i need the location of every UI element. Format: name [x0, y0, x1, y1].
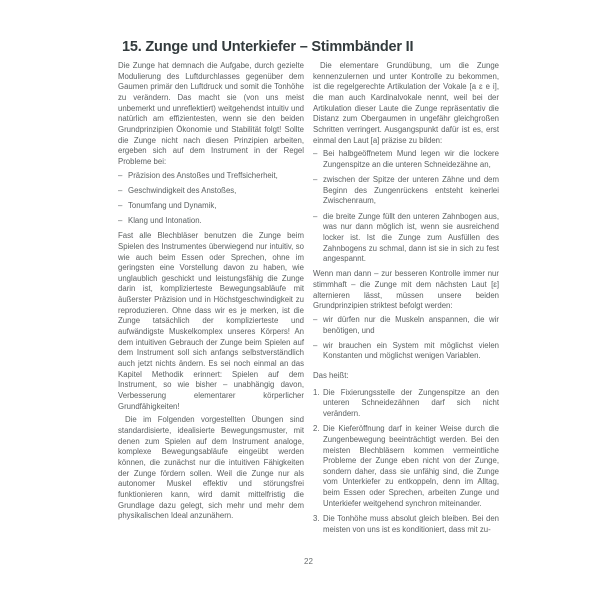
page-number: 22	[304, 557, 313, 566]
numbered-item	[313, 424, 499, 509]
paragraph: Fast alle Blechbläser benutzen die Zunge beim Spielen des Instrumentes überwiegend nur intuitiv, so wie auch beim Essen oder Sprechen, ohne im geringsten eine Vorstellung davon zu haben, wie unglaublich geschickt und leistungsfähig die Zunge darin ist, komplizierteste Bewegungsabläufe mit äußerster Präzision und in Höchstgeschwindigkeit zu reproduzieren. Ohne dass wir es je merken, ist die Zunge tatsächlich der komplizierteste und aufwändigste Muskelkomplex unseres Körpers! An dem intuitiven Gebrauch der Zunge beim Spielen auf dem Instrument soll sich anfangs selbstverständlich auch jetzt nichts ändern. Es sei noch einmal an das Kapitel Methodik erinnert: Spielen auf dem Instrument, so wie bisher – unabhängig davon, Verbesserung elementarer körperlicher Grundfähigkeiten!	[118, 231, 304, 411]
paragraph: Die Zunge hat demnach die Aufgabe, durch gezielte Modulierung des Luftdurchlasses gegenüber dem Gaumen primär den Luftdruck und somit die Tonhöhe zu verändern. Das macht sie (von uns meist unbemerkt und unreflektiert) weitgehendst intuitiv und natürlich am effizientesten, wenn sie den beiden Grundprinzipien Ökonomie und Stabilität folgt! Sollte die Zunge nicht nach diesen Prinzipien arbeiten, ergeben sich auf dem Instrument in der Regel Probleme bei:	[118, 61, 304, 166]
list-item-text: wir brauchen ein System mit möglichst vielen Konstanten und möglichst wenigen Variablen.	[323, 340, 499, 361]
dash-bullet: –	[313, 149, 318, 159]
paragraph: Wenn man dann – zur besseren Kontrolle immer nur stimmhaft – die Zunge mit dem nächsten Laut [ɛ] alternieren lässt, müssen unsere beiden Grundprinzipien striktest befolgt werden:	[313, 269, 499, 311]
list-item-text: Klang und Intonation.	[128, 216, 202, 226]
right-column	[313, 61, 499, 540]
dash-bullet: –	[118, 185, 123, 195]
left-column	[118, 61, 304, 540]
list-item-text: zwischen der Spitze der unteren Zähne und dem Beginn des Zungenrückens entsteht keinerlei Zwischenraum,	[323, 175, 499, 206]
numbered-item-text: Die Kieferöffnung darf in keiner Weise durch die Zungenbewegung beeinträchtigt werden. Bei den meisten Blechbläsern kommen vermeintliche Probleme der Zunge eben nicht von der Zunge, sondern daher, dass sie unfähig sind, die Zunge vom Unterkiefer zu entkoppeln, denn im Alltag, beim Essen oder Sprechen, arbeiten Zunge und Unterkiefer weitgehend synchron miteinander.	[323, 424, 499, 508]
numbered-item-text: Die Tonhöhe muss absolut gleich bleiben. Bei den meisten von uns ist es konditioniert, dass mit zu-	[323, 513, 499, 534]
dash-bullet: –	[313, 314, 318, 324]
list-item	[118, 216, 304, 227]
list-item	[313, 212, 499, 265]
list-item-text: Bei halbgeöffnetem Mund legen wir die lockere Zungenspitze an die unteren Schneidezähne an,	[323, 149, 499, 169]
list-item-text: Tonumfang und Dynamik,	[128, 200, 217, 210]
list-item	[313, 175, 499, 207]
list-item	[118, 186, 304, 197]
list-item-text: wir dürfen nur die Muskeln anspannen, die wir benötigen, und	[323, 314, 499, 335]
numbered-item-text: Die Fixierungsstelle der Zungenspitze an den unteren Schneidezähnen darf sich nicht verändern.	[323, 387, 499, 419]
item-number: 3.	[313, 513, 320, 523]
list-item	[313, 315, 499, 336]
paragraph: Das heißt:	[313, 371, 349, 381]
dash-list	[313, 149, 499, 265]
dash-bullet: –	[313, 340, 318, 350]
dash-list	[313, 315, 499, 362]
dash-bullet: –	[118, 170, 123, 180]
dash-bullet: –	[118, 200, 123, 210]
dash-list	[118, 171, 304, 227]
dash-bullet: –	[313, 175, 318, 185]
chapter-title: 15. Zunge und Unterkiefer – Stimmbänder II	[122, 38, 414, 55]
dash-bullet: –	[313, 211, 318, 221]
numbered-item	[313, 388, 499, 420]
dash-bullet: –	[118, 216, 123, 226]
paragraph: Die im Folgenden vorgestellten Übungen sind standardisierte, idealisierte Bewegungsmuster, mit denen zum Spielen auf dem Instrument analoge, komplexe Bewegungsabläufe eingeübt werden können, die zunächst nur die intuitiven Fähigkeiten der Zunge fördern sollen. Weil die Zunge nur als autonomer Muskel effektiv und störungsfrei funktionieren kann, wird damit mittelfristig die Grundlage dazu gelegt, sich mehr und mehr dem physikalischen Ideal anzunähern.	[118, 415, 304, 521]
numbered-list	[313, 388, 499, 536]
list-item	[313, 341, 499, 362]
list-item-text: Präzision des Anstoßes und Treffsicherheit,	[128, 170, 278, 180]
list-item	[313, 149, 499, 170]
list-item-text: Geschwindigkeit des Anstoßes,	[128, 185, 237, 195]
paragraph: Die elementare Grundübung, um die Zunge kennenzulernen und unter Kontrolle zu bekommen, ist die regelgerechte Artikulation der Vokale [a ɛ e i], die man auch Kardinalvokale nennt, weil bei der Artikulation dieser Laute die Zunge repräsentativ die Distanz zum Obergaumen in ungefähr gleichgroßen Schritten verringert. Ausgangspunkt dafür ist es, erst einmal den Laut [a] präzise zu bilden:	[313, 61, 499, 145]
numbered-item	[313, 514, 499, 535]
item-number: 1.	[313, 387, 320, 397]
list-item	[118, 171, 304, 182]
two-column-text	[118, 61, 499, 540]
list-item	[118, 201, 304, 212]
item-number: 2.	[313, 424, 320, 434]
list-item-text: die breite Zunge füllt den unteren Zahnbogen aus, was nur dann möglich ist, wenn sie ausreichend locker ist. Ist die Zunge zum Ausfüllen des Zahnbogens zu schmal, dann ist sie in sich zu fest angespannt.	[323, 211, 499, 264]
